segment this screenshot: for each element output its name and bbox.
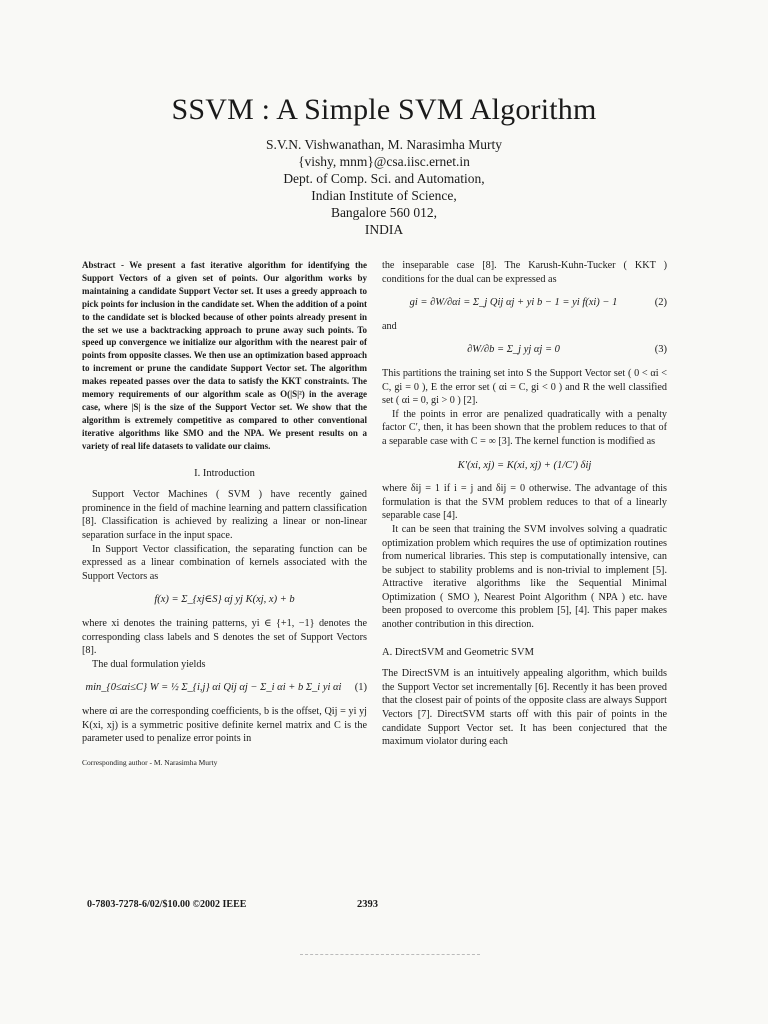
right-column — [382, 259, 667, 749]
equation-1-body: min_{0≤αi≤C} W = ½ Σ_{i,j} αi Qij αj − Σ_i αi + b Σ_i yi αi — [85, 682, 342, 694]
corresponding-author-footnote: Corresponding author - M. Narasimha Murty — [82, 757, 218, 767]
footer-page-number: 2393 — [357, 899, 378, 910]
affiliation-institute: Indian Institute of Science, — [311, 188, 457, 203]
paper-title: SSVM : A Simple SVM Algorithm — [171, 93, 597, 126]
affiliation-dept: Dept. of Comp. Sci. and Automation, — [283, 171, 485, 186]
intro-paragraph-5: where αi are the corresponding coefficients, b is the offset, Qij = yi yj K(xi, xj) is a symmetric positive definite kernel matrix and C is the parameter used to penalize error points in — [82, 705, 367, 745]
right-paragraph-1: the inseparable case [8]. The Karush-Kuhn-Tucker ( KKT ) conditions for the dual can be expressed as — [382, 260, 667, 285]
author-email: {vishy, mnm}@csa.iisc.ernet.in — [298, 154, 470, 169]
intro-paragraph-4: The dual formulation yields — [92, 658, 206, 670]
equation-2-body: gi = ∂W/∂αi = Σ_j Qij αj + yi b − 1 = yi f(xi) − 1 — [409, 297, 618, 309]
equation-3-body: ∂W/∂b = Σ_j yj αj = 0 — [467, 344, 560, 356]
equation-2-number: (2) — [654, 297, 667, 309]
equation-decision-function: f(x) = Σ_{xj∈S} αj yj K(xj, x) + b — [154, 594, 295, 606]
and-text: and — [382, 320, 397, 332]
right-paragraph-5: It can be seen that training the SVM involves solving a quadratic optimization problem which requires the use of optimization routines from numerical libraries. This step is computationally intensive, can be subject to stability problems and is non-trivial to implement [5]. Attractive iterative algorithms like the Sequential Minimal Optimization ( SMO ), Nearest Point Algorithm ( NPA ) etc. have been proposed to overcome this problem [5], [4]. This paper makes another contribution in this direction. — [382, 523, 667, 631]
intro-paragraph-1: Support Vector Machines ( SVM ) have recently gained prominence in the field of machine learning and pattern classification [8]. Classification is achieved by realizing a linear or non-linear separation surface in the input space. — [82, 489, 367, 541]
author-block — [0, 136, 768, 238]
equation-2 — [382, 296, 667, 310]
intro-paragraph-2: In Support Vector classification, the separating function can be expressed as a linear combination of kernels associated with the Support Vectors as — [82, 543, 367, 582]
equation-3 — [382, 343, 667, 357]
abstract: Abstract - We present a fast iterative algorithm for identifying the Support Vectors of a given set of points. Our algorithm works by maintaining a candidate Support Vector set. It uses a greedy approach to pick points for inclusion in the candidate set. When the addition of a point to the candidate set is blocked because of other points already present in the set we use a backtracking approach to prune away such points. To speed up convergence we initialize our algorithm with the nearest pair of points from opposite classes. We then use an optimization based approach to increment or prune the candidate Support Vector set. The algorithm makes repeated passes over the data to satisfy the KKT constraints. The memory requirements of our algorithm scale as O(|S|²) in the average case, where |S| is the size of the Support Vector set. We show that the algorithm is extremely competitive as compared to other conventional iterative algorithms like SMO and the NPA. We present results on a variety of real life datasets to validate our claims. — [82, 260, 367, 451]
equation-modified-kernel: K′(xi, xj) = K(xi, xj) + (1/C′) δij — [457, 459, 592, 471]
subsection-heading-directsvm: A. DirectSVM and Geometric SVM — [382, 646, 534, 658]
scan-artifact-rule — [300, 954, 480, 956]
right-paragraph-4: where δij = 1 if i = j and δij = 0 otherwise. The advantage of this formulation is that the SVM problem reduces to that of a linearly separable case [4]. — [382, 483, 667, 522]
left-column — [82, 259, 367, 769]
equation-1-number: (1) — [354, 682, 367, 694]
affiliation-city: Bangalore 560 012, — [330, 205, 438, 220]
right-paragraph-6: The DirectSVM is an intuitively appealing algorithm, which builds the Support Vector set incrementally [6]. Recently it has been proved that the closest pair of points of the opposite class are always Support Vectors [7]. DirectSVM starts off with this pair of points in the candidate Support Vector set. It has been conjectured that the maximum violator during each — [382, 668, 667, 748]
equation-3-number: (3) — [654, 344, 667, 356]
authors: S.V.N. Vishwanathan, M. Narasimha Murty — [265, 137, 503, 152]
equation-1 — [82, 681, 367, 695]
affiliation-country: INDIA — [364, 222, 404, 237]
footer-isbn: 0-7803-7278-6/02/$10.00 ©2002 IEEE — [87, 899, 247, 910]
section-heading-introduction: I. Introduction — [194, 467, 255, 479]
intro-paragraph-3: where xi denotes the training patterns, yi ∈ {+1, −1} denotes the corresponding class labels and S denotes the set of Support Vectors [8]. — [82, 617, 367, 657]
right-paragraph-2: This partitions the training set into S the Support Vector set ( 0 < αi < C, gi = 0 ), E the error set ( αi = C, gi < 0 ) and R the well classified set ( αi = 0, gi > 0 ) [2]. — [382, 367, 667, 407]
right-paragraph-3: If the points in error are penalized quadratically with a penalty factor C′, then, it has been shown that the problem reduces to that of a separable case with C = ∞ [3]. The kernel function is modified as — [382, 408, 667, 447]
